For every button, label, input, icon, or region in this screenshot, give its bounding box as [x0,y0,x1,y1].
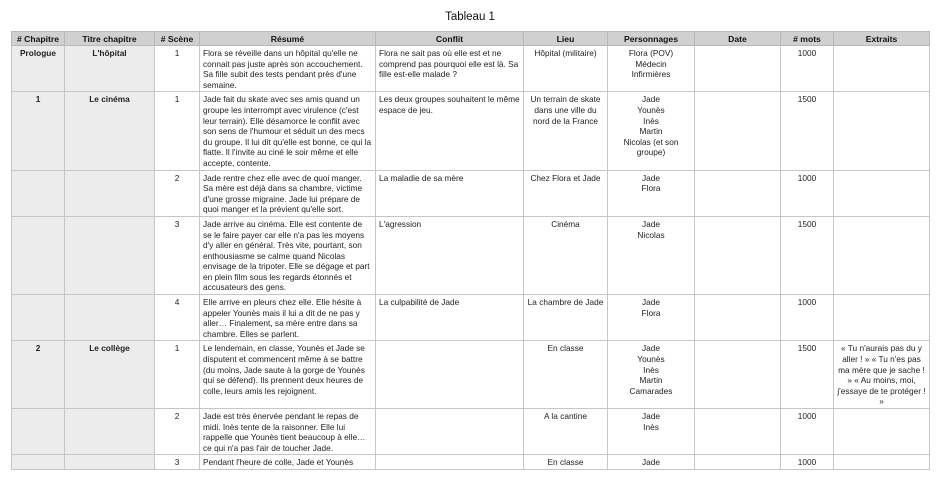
cell-personnages[interactable]: Jade Younès Inès Martin Nicolas (et son groupe) [608,92,695,170]
cell-chapitre[interactable]: 1 [12,92,65,170]
col-header-chapitre[interactable]: # Chapitre [12,32,65,46]
cell-personnages[interactable]: Jade Flora [608,295,695,341]
cell-extraits[interactable] [834,409,930,455]
cell-conflit[interactable]: Flora ne sait pas où elle est et ne comprend pas pourquoi elle est là. Sa fille est-elle malade ? [376,46,524,92]
cell-date[interactable] [695,295,781,341]
cell-scene[interactable]: 2 [155,409,200,455]
cell-extraits[interactable]: « Tu n'aurais pas du y aller ! » « Tu n'es pas ma mère que je sache ! » « Au moins, moi, j'essaye de te protéger ! » [834,341,930,409]
cell-extraits[interactable] [834,216,930,294]
cell-personnages[interactable]: Flora (POV) Médecin Infirmières [608,46,695,92]
cell-lieu[interactable]: Chez Flora et Jade [524,170,608,216]
cell-chapitre[interactable] [12,455,65,470]
cell-scene[interactable]: 4 [155,295,200,341]
cell-extraits[interactable] [834,170,930,216]
cell-resume[interactable]: Pendant l'heure de colle, Jade et Younès [200,455,376,470]
cell-personnages[interactable]: Jade Flora [608,170,695,216]
cell-date[interactable] [695,170,781,216]
cell-titre[interactable]: Le collège [65,341,155,409]
col-header-conflit[interactable]: Conflit [376,32,524,46]
cell-resume[interactable]: Jade rentre chez elle avec de quoi manger. Sa mère est déjà dans sa chambre, victime d'une grosse migraine. Jade lui prépare de quoi manger et la prévient qu'elle sort. [200,170,376,216]
col-header-lieu[interactable]: Lieu [524,32,608,46]
cell-titre[interactable] [65,170,155,216]
table-row [12,170,930,216]
cell-resume[interactable]: Jade fait du skate avec ses amis quand un groupe les interrompt avec virulence (c'est leur terrain). Elle désamorce le conflit avec son sens de l'humour et séduit un des mecs du groupe. Il lui dit qu'elle est bonne, ce qui la flatte. Il l'invite au ciné le soir même et elle accepte, contente. [200,92,376,170]
cell-mots[interactable]: 1000 [781,455,834,470]
cell-lieu[interactable]: Un terrain de skate dans une ville du nord de la France [524,92,608,170]
cell-date[interactable] [695,455,781,470]
cell-mots[interactable]: 1500 [781,341,834,409]
cell-lieu[interactable]: La chambre de Jade [524,295,608,341]
cell-resume[interactable]: Flora se réveille dans un hôpital qu'elle ne connait pas juste après son accouchement. Sa fille subit des tests pendant près d'une semaine. [200,46,376,92]
table-row [12,92,930,170]
cell-lieu[interactable]: Cinéma [524,216,608,294]
cell-date[interactable] [695,409,781,455]
cell-conflit[interactable]: Les deux groupes souhaitent le même espace de jeu. [376,92,524,170]
cell-resume[interactable]: Elle arrive en pleurs chez elle. Elle hésite à appeler Younès mais il lui a dit de ne pas y aller… Finalement, sa mère entre dans sa chambre. Elles se parlent. [200,295,376,341]
cell-scene[interactable]: 1 [155,92,200,170]
cell-personnages[interactable]: Jade Nicolas [608,216,695,294]
col-header-titre[interactable]: Titre chapitre [65,32,155,46]
table-title: Tableau 1 [445,11,495,23]
cell-scene[interactable]: 3 [155,216,200,294]
cell-date[interactable] [695,92,781,170]
cell-conflit[interactable]: L'agression [376,216,524,294]
cell-chapitre[interactable]: Prologue [12,46,65,92]
cell-lieu[interactable]: A la cantine [524,409,608,455]
col-header-scene[interactable]: # Scène [155,32,200,46]
cell-extraits[interactable] [834,455,930,470]
cell-scene[interactable]: 2 [155,170,200,216]
cell-mots[interactable]: 1000 [781,170,834,216]
cell-chapitre[interactable]: 2 [12,341,65,409]
header-row [12,32,930,46]
cell-scene[interactable]: 1 [155,341,200,409]
cell-mots[interactable]: 1000 [781,409,834,455]
cell-personnages[interactable]: Jade Inès [608,409,695,455]
cell-titre[interactable] [65,295,155,341]
table-row [12,455,930,470]
col-header-date[interactable]: Date [695,32,781,46]
cell-chapitre[interactable] [12,170,65,216]
cell-resume[interactable]: Le lendemain, en classe, Younès et Jade se disputent et commencent même à se battre (du moins, Jade saute à la gorge de Younès qui se défend). Ils prennent deux heures de colle, leurs amis les rejoignent. [200,341,376,409]
cell-mots[interactable]: 1000 [781,295,834,341]
cell-titre[interactable] [65,216,155,294]
cell-chapitre[interactable] [12,295,65,341]
cell-date[interactable] [695,341,781,409]
col-header-resume[interactable]: Résumé [200,32,376,46]
cell-titre[interactable]: L'hôpital [65,46,155,92]
cell-resume[interactable]: Jade arrive au cinéma. Elle est contente de se le faire payer car elle n'a pas les moyens d'y aller en général. Très vite, pourtant, son enthousiasme se calme quand Nicolas envisage de la tripoter. Elle se dégage et part en plein film sous les regards étonnés et accusateurs des gens. [200,216,376,294]
cell-chapitre[interactable] [12,409,65,455]
cell-lieu[interactable]: En classe [524,341,608,409]
cell-titre[interactable] [65,455,155,470]
cell-titre[interactable]: Le cinéma [65,92,155,170]
cell-date[interactable] [695,46,781,92]
cell-conflit[interactable] [376,409,524,455]
cell-scene[interactable]: 3 [155,455,200,470]
table-row [12,46,930,92]
col-header-extraits[interactable]: Extraits [834,32,930,46]
cell-chapitre[interactable] [12,216,65,294]
col-header-personnages[interactable]: Personnages [608,32,695,46]
cell-mots[interactable]: 1000 [781,46,834,92]
cell-conflit[interactable]: La culpabilité de Jade [376,295,524,341]
cell-extraits[interactable] [834,46,930,92]
cell-date[interactable] [695,216,781,294]
cell-personnages[interactable]: Jade Younès Inès Martin Camarades [608,341,695,409]
cell-extraits[interactable] [834,295,930,341]
cell-lieu[interactable]: Hôpital (militaire) [524,46,608,92]
cell-conflit[interactable] [376,455,524,470]
col-header-mots[interactable]: # mots [781,32,834,46]
cell-conflit[interactable] [376,341,524,409]
table-row [12,295,930,341]
scene-table [11,31,930,470]
table-row [12,341,930,409]
cell-mots[interactable]: 1500 [781,92,834,170]
cell-lieu[interactable]: En classe [524,455,608,470]
cell-conflit[interactable]: La maladie de sa mère [376,170,524,216]
table-row [12,409,930,455]
cell-extraits[interactable] [834,92,930,170]
cell-scene[interactable]: 1 [155,46,200,92]
table-row [12,216,930,294]
cell-resume[interactable]: Jade est très énervée pendant le repas de midi. Inès tente de la raisonner. Elle lui rappelle que Younès tient beaucoup à elle… ce qui n'a pas l'air de toucher Jade. [200,409,376,455]
cell-personnages[interactable]: Jade [608,455,695,470]
cell-titre[interactable] [65,409,155,455]
cell-mots[interactable]: 1500 [781,216,834,294]
